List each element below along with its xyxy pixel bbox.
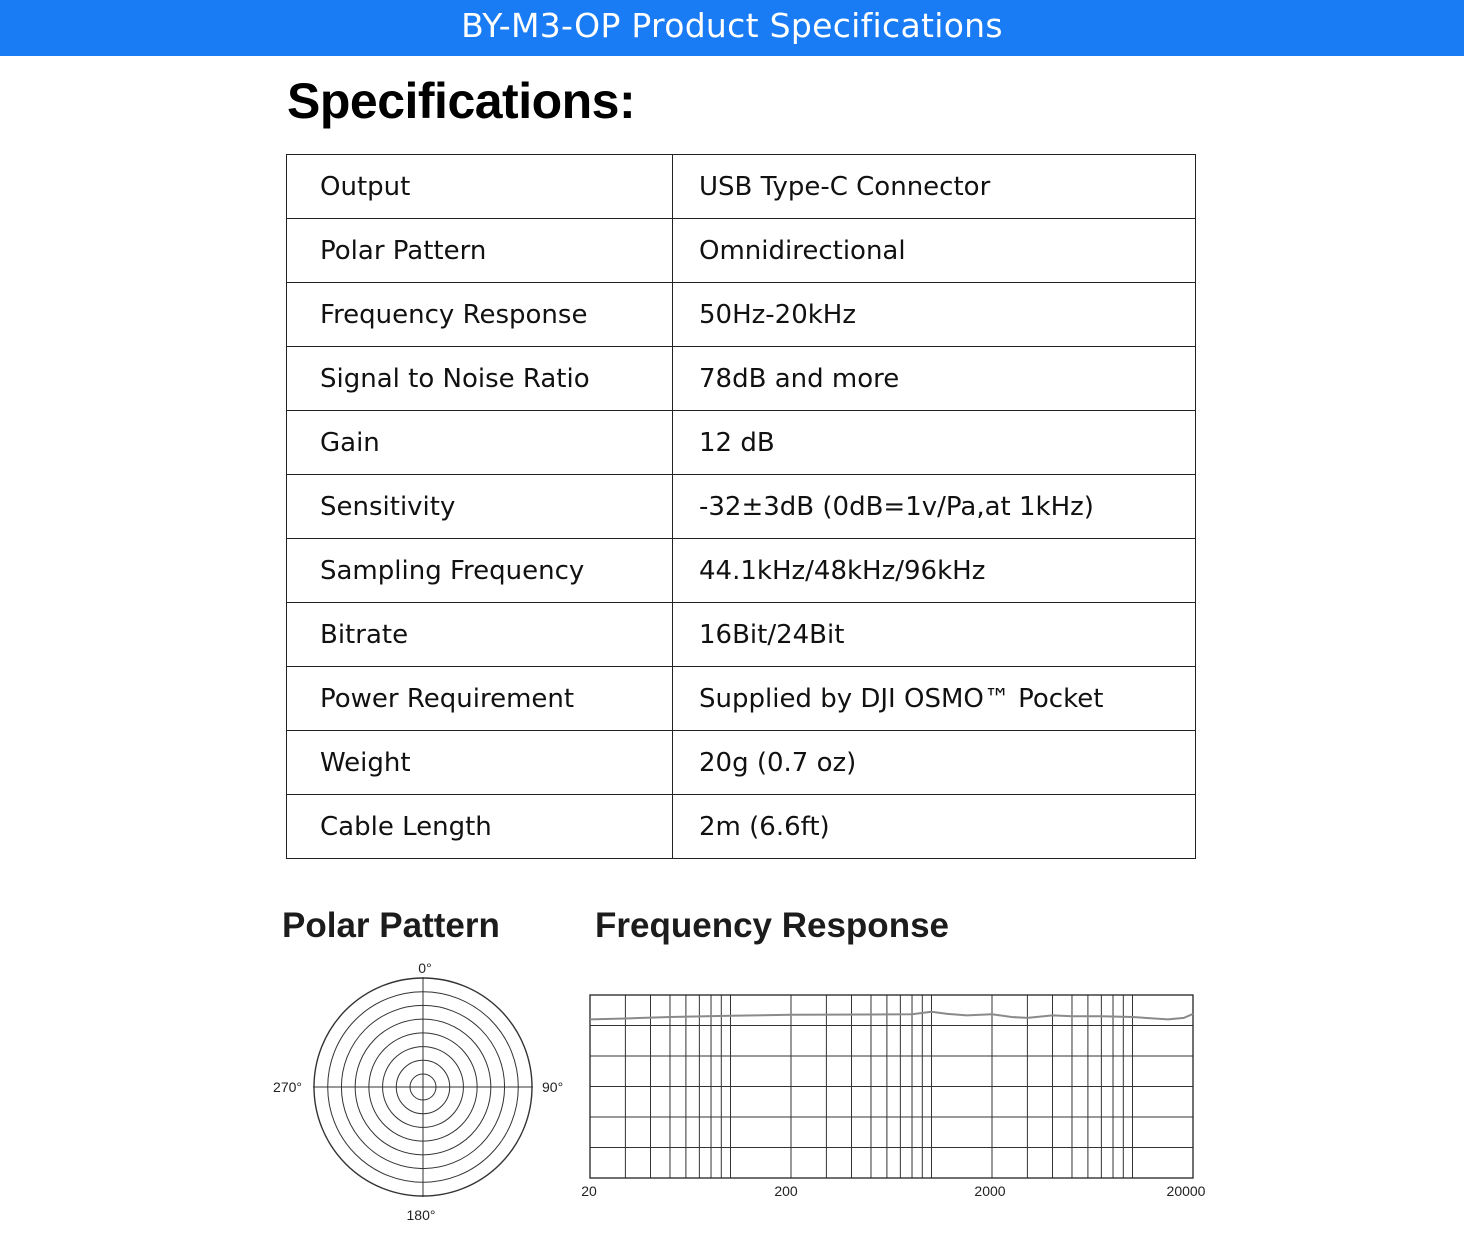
table-row — [287, 347, 1196, 411]
spec-value: USB Type-C Connector — [673, 155, 1196, 219]
spec-value: Supplied by DJI OSMO™ Pocket — [673, 667, 1196, 731]
table-row — [287, 731, 1196, 795]
spec-label: Cable Length — [287, 795, 673, 859]
spec-value: 2m (6.6ft) — [673, 795, 1196, 859]
table-row — [287, 475, 1196, 539]
spec-label: Sensitivity — [287, 475, 673, 539]
polar-label-top: 0° — [418, 960, 432, 976]
spec-label: Sampling Frequency — [287, 539, 673, 603]
frequency-response-title: Frequency Response — [595, 906, 949, 945]
x-tick-label: 20 — [581, 1183, 597, 1199]
table-row — [287, 539, 1196, 603]
spec-label: Frequency Response — [287, 283, 673, 347]
x-tick-label: 200 — [774, 1183, 798, 1199]
spec-value: 16Bit/24Bit — [673, 603, 1196, 667]
specifications-table — [286, 154, 1196, 859]
spec-value: 20g (0.7 oz) — [673, 731, 1196, 795]
polar-pattern-title: Polar Pattern — [282, 906, 500, 945]
spec-value: 12 dB — [673, 411, 1196, 475]
page-title: Specifications: — [287, 73, 636, 129]
spec-label: Output — [287, 155, 673, 219]
spec-value: 44.1kHz/48kHz/96kHz — [673, 539, 1196, 603]
frequency-response-chart — [570, 985, 1230, 1215]
title-banner: BY-M3-OP Product Specifications — [0, 0, 1464, 56]
spec-value: 50Hz-20kHz — [673, 283, 1196, 347]
spec-value: -32±3dB (0dB=1v/Pa,at 1kHz) — [673, 475, 1196, 539]
x-tick-label: 2000 — [974, 1183, 1006, 1199]
spec-label: Weight — [287, 731, 673, 795]
spec-label: Power Requirement — [287, 667, 673, 731]
table-row — [287, 795, 1196, 859]
spec-label: Gain — [287, 411, 673, 475]
frequency-curve — [590, 1012, 1193, 1020]
spec-label: Polar Pattern — [287, 219, 673, 283]
table-row — [287, 155, 1196, 219]
table-row — [287, 283, 1196, 347]
x-tick-label: 20000 — [1166, 1183, 1206, 1199]
spec-value: 78dB and more — [673, 347, 1196, 411]
spec-label: Signal to Noise Ratio — [287, 347, 673, 411]
table-row — [287, 219, 1196, 283]
spec-label: Bitrate — [287, 603, 673, 667]
table-row — [287, 667, 1196, 731]
spec-value: Omnidirectional — [673, 219, 1196, 283]
polar-label-left: 270° — [273, 1079, 302, 1095]
polar-pattern-diagram — [260, 955, 580, 1235]
table-row — [287, 411, 1196, 475]
polar-label-bottom: 180° — [406, 1207, 436, 1223]
polar-label-right: 90° — [542, 1079, 564, 1095]
table-row — [287, 603, 1196, 667]
